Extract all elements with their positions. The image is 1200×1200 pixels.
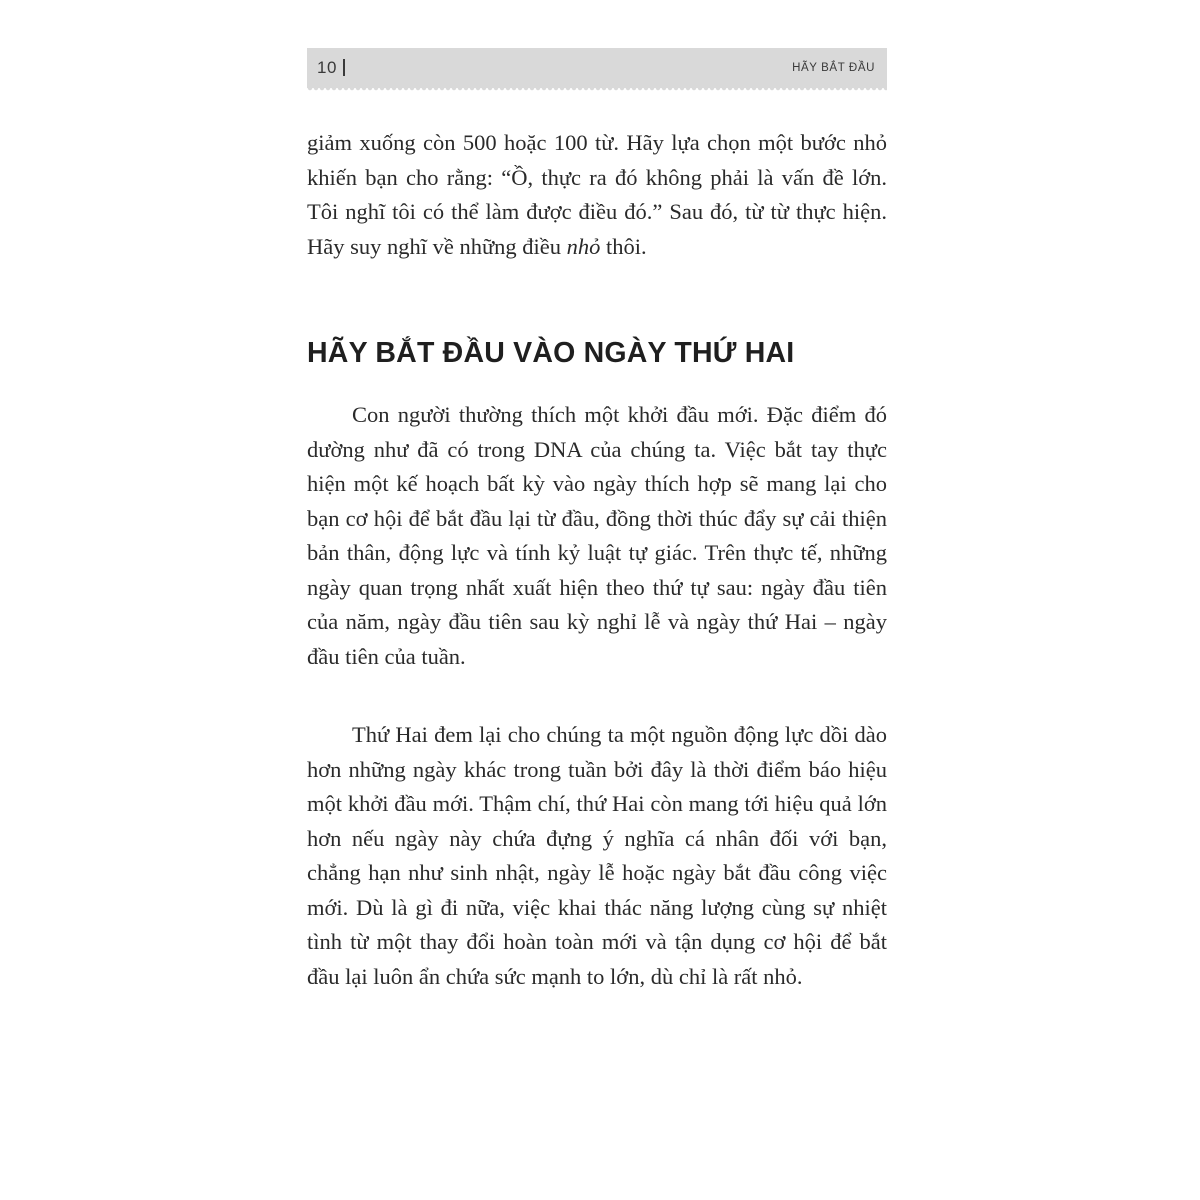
continued-paragraph [307, 126, 887, 264]
chapter-title: HÃY BẮT ĐẦU [792, 62, 875, 74]
continued-text-start: giảm xuống còn 500 hoặc 100 từ. Hãy lựa chọn một bước nhỏ khiến bạn cho rằng: “Ồ, thực ra đó không phải là vấn đề lớn. Tôi nghĩ tôi có thể làm được điều đó.” Sau đó, từ từ thực hiện. Hãy suy nghĩ về những điều [307, 130, 887, 259]
section-heading: HÃY BẮT ĐẦU VÀO NGÀY THỨ HAI [307, 337, 795, 369]
header-separator [343, 59, 345, 76]
page-number: 10 [317, 58, 337, 77]
body-paragraph: Thứ Hai đem lại cho chúng ta một nguồn động lực dồi dào hơn những ngày khác trong tuần bởi đây là thời điểm báo hiệu một khởi đầu mới. Thậm chí, thứ Hai còn mang tới hiệu quả lớn hơn nếu ngày này chứa đựng ý nghĩa cá nhân đối với bạn, chẳng hạn như sinh nhật, ngày lễ hoặc ngày bắt đầu công việc mới. Dù là gì đi nữa, việc khai thác năng lượng cùng sự nhiệt tình từ một thay đổi hoàn toàn mới và tận dụng cơ hội để bắt đầu lại luôn ẩn chứa sức mạnh to lớn, dù chỉ là rất nhỏ. [307, 722, 887, 989]
body-paragraph: Con người thường thích một khởi đầu mới. Đặc điểm đó dường như đã có trong DNA của chúng ta. Việc bắt tay thực hiện một kế hoạch bất kỳ vào ngày thích hợp sẽ mang lại cho bạn cơ hội để bắt đầu lại từ đầu, đồng thời thúc đẩy sự cải thiện bản thân, động lực và tính kỷ luật tự giác. Trên thực tế, những ngày quan trọng nhất xuất hiện theo thứ tự sau: ngày đầu tiên của năm, ngày đầu tiên sau kỳ nghỉ lễ và ngày thứ Hai – ngày đầu tiên của tuần. [307, 402, 887, 669]
continued-text-end: thôi. [600, 233, 647, 259]
emphasis-word: nhỏ [566, 233, 601, 259]
running-header [307, 48, 887, 88]
